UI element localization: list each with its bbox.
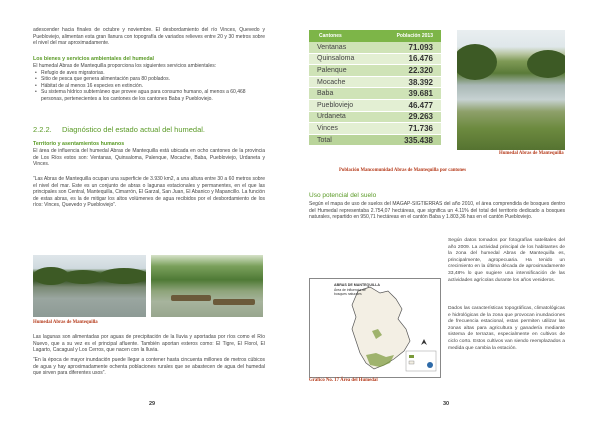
map-title-1: ABRAS DE MANTEQUILLA xyxy=(334,283,380,287)
table-caption: Población Mancomunidad Abras de Mantequilla por cantones xyxy=(339,168,467,173)
tree-shape xyxy=(63,270,103,284)
soil-paragraph: Según el mapa de uso de suelos del MAGAP-SIGTIERRAS del año 2010, el área comprendida de bosques dentro del Humedal representaba 2.754,07 hectáreas, que significa un 4.11% del total del territorio dedicado a bosques naturales, repartido en 950,71 hectáreas en el cantón Baba y 1.803,36 has en el cantón Puebloviejo. xyxy=(309,201,565,221)
col-cantones: Cantones xyxy=(319,33,342,39)
col-poblacion: Población 2013 xyxy=(396,33,433,39)
intro-paragraph: adescender hacia finales de octubre y noviembre. El desbordamiento del río Vinces, Quevedo y Puebloviejo, alimentan esta gran llanura con topografía de variados relieves entre 20 y 30 metros sobre el nivel del mar aproximadamente. xyxy=(33,27,265,47)
boat-shape xyxy=(213,299,255,305)
table-row xyxy=(309,54,441,66)
table-row xyxy=(309,112,441,124)
poblacion-cell: 46.477 xyxy=(408,100,433,110)
table-row xyxy=(309,77,441,89)
territory-heading: Territorio y asentamientos humanos xyxy=(33,141,125,147)
services-list xyxy=(33,70,265,102)
canton-cell: Baba xyxy=(317,90,334,98)
soil-side-paragraph: Según datos tomados por fotografías satelitales del año 2009. La actividad principal de los habitantes de la zona del humedal Abras de Mantequilla es, principalmente, agropecuaria. Ha tenido un crecimiento en la última década de aproximadamente 33,48% lo que sugiere una intensificación de las actividades agrícolas durante los años venideros. xyxy=(448,238,565,283)
canton-cell: Urdaneta xyxy=(317,113,346,121)
services-list-item: • Refugio de aves migratorias. xyxy=(41,70,265,76)
tree-shape xyxy=(457,44,497,80)
legend-swatch xyxy=(409,355,414,358)
poblacion-cell: 71.093 xyxy=(408,42,433,52)
boat-shape xyxy=(171,295,211,301)
services-list-item: • Su sistema hídrico subterráneo que provee agua para consumo humano, al menos a 60,468 personas, pertenecientes a los cantones de los cantones Baba y Puebloviejo. xyxy=(41,89,265,102)
map-svg xyxy=(310,279,440,377)
population-table xyxy=(309,30,441,146)
right-page xyxy=(300,0,600,424)
canton-cell: Mocache xyxy=(317,78,346,86)
area-map xyxy=(309,278,441,378)
services-list-item: • Hábitat de al menos 16 especies en extinción. xyxy=(41,83,265,89)
canton-cell: Quinsaloma xyxy=(317,55,355,63)
canton-cell: Puebloviejo xyxy=(317,101,354,109)
table-row xyxy=(309,42,441,54)
climate-paragraph: Dados las características topográficas, climatológicas e hidrológicas de la zona que provocan inundaciones de frecuencia estacional, estas permiten utilizar las zonas altas para agricultura y ganadería mediante sistema de terrazas, especialmente en cultivos de ciclo corto. Estos cultivos van siendo reemplazados a medida que cambia la estación. xyxy=(448,306,565,351)
epoca-paragraph: “En la época de mayor inundación puede llegar a contener hasta cincuenta millones de metros cúbicos de agua y hay aproximadamente ochenta poblaciones rurales que se abastecen de agua del humedal que sirven para diferentes usos”. xyxy=(33,357,265,377)
table-row xyxy=(309,100,441,112)
services-heading: Los bienes y servicios ambientales del humedal xyxy=(33,56,154,62)
section-title: Diagnóstico del estado actual del humedal. xyxy=(62,125,206,134)
map-title-2: Área de influencia de bosques naturales xyxy=(334,288,366,296)
poblacion-cell: 71.736 xyxy=(408,123,433,133)
section-number: 2.2.2. xyxy=(33,125,52,134)
wetland-photo xyxy=(457,30,565,150)
page-number-left: 29 xyxy=(149,401,156,407)
canton-cell: Ventanas xyxy=(317,43,347,51)
map-logo-icon xyxy=(427,362,433,368)
poblacion-cell: 29.263 xyxy=(408,112,433,122)
table-body xyxy=(309,42,441,146)
quote-paragraph: “Las Abras de Mantequilla ocupan una superficie de 3.930 km2, a una altura entre 30 a 60 metros sobre el nivel del mar. Este es un conjunto de abras o lagunas estacionales y permanentes, en el que las principales son Central, Mantequilla, Cimarrón, El Garzal, San Juan, El Abanico y Mapancillo. La función de estas abras, es la de mitigar los altos volúmenes de agua recibidos por el desbordamiento de los ríos: Vinces, Quevedo y Puebloviejo”. xyxy=(33,176,265,209)
table-row-total xyxy=(309,135,441,147)
table-row xyxy=(309,88,441,100)
legend-swatch xyxy=(409,361,414,364)
canton-cell: Total xyxy=(317,136,332,144)
poblacion-cell: 38.392 xyxy=(408,77,433,87)
tree-shape xyxy=(527,50,565,78)
lagunas-paragraph: Las lagunas son alimentadas por aguas de precipitación de la lluvia y aportadas por ríos como el Río Nuevo, que a su vez es el principal afluente. También aportan esteros como: El Tigre, El Florol, El Lagarto, Cacagual y Los Cerros, que nacen con la lluvia. xyxy=(33,334,265,354)
table-header xyxy=(309,30,441,42)
poblacion-cell: 16.476 xyxy=(408,54,433,64)
territory-paragraph: El área de influencia del humedal Abras de Mantequilla está ubicada en ocho cantones de la provincia de Los Ríos estos son: Ventanas, Quinsaloma, Palenque, Mocache, Baba, Puebloviejo, Urdaneta y Vinces. xyxy=(33,148,265,168)
poblacion-cell: 335.438 xyxy=(404,135,433,145)
north-arrow-icon xyxy=(421,339,427,345)
table-row xyxy=(309,123,441,135)
photo-caption-right: Humedal Abras de Mantequilla xyxy=(499,151,564,156)
map-caption: Gráfico No. 17 Área del Humedal xyxy=(309,378,378,383)
soil-heading: Uso potencial del suelo xyxy=(309,192,377,199)
services-intro: El humedal Abras de Mantequilla proporciona los siguientes servicios ambientales: xyxy=(33,63,217,69)
page-number-right: 30 xyxy=(443,401,450,407)
poblacion-cell: 22.320 xyxy=(408,65,433,75)
photo-caption-left: Humedal Abras de Mantequilla xyxy=(33,320,98,325)
services-list-item: • Sitio de pesca que genera alimentación para 80 poblados. xyxy=(41,76,265,82)
table-row xyxy=(309,65,441,77)
poblacion-cell: 39.681 xyxy=(408,89,433,99)
river-photo xyxy=(33,255,146,317)
tree-shape xyxy=(99,268,146,284)
canton-cell: Palenque xyxy=(317,66,347,74)
boats-photo xyxy=(151,255,263,317)
canton-cell: Vinces xyxy=(317,124,338,132)
